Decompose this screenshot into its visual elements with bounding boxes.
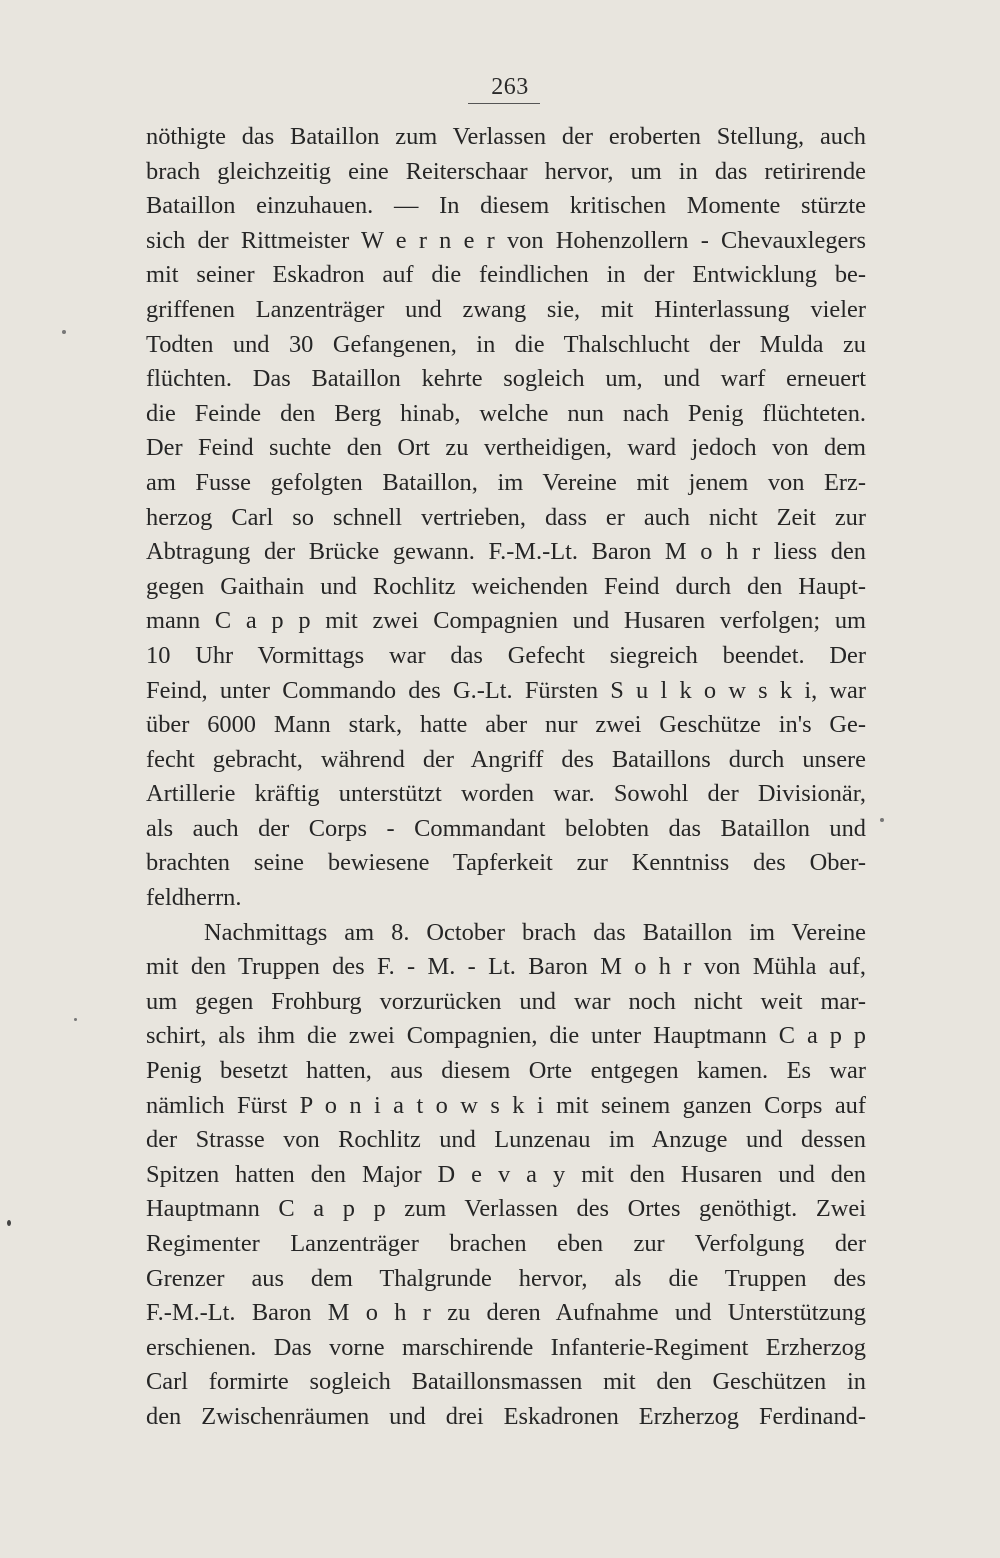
text-line: Carl formirte sogleich Bataillonsmassen mit den Geschützen in <box>146 1368 866 1396</box>
text-line: Der Feind suchte den Ort zu vertheidigen, ward jedoch von dem <box>146 434 866 462</box>
text-line: fecht gebracht, während der Angriff des Bataillons durch unsere <box>146 745 866 773</box>
text-line: flüchten. Das Bataillon kehrte sogleich um, und warf erneuert <box>146 365 866 393</box>
text-line: brachten seine bewiesene Tapferkeit zur Kenntniss des Ober- <box>146 849 866 877</box>
paragraph-1 <box>146 120 866 916</box>
text-line: mit den Truppen des F. - M. - Lt. Baron M o h r von Mühla auf, <box>146 953 866 981</box>
text-line: herzog Carl so schnell vertrieben, dass er auch nicht Zeit zur <box>146 503 866 531</box>
text-line: als auch der Corps - Commandant belobten das Bataillon und <box>146 814 866 842</box>
scan-speck <box>880 818 884 822</box>
text-line: den Zwischenräumen und drei Eskadronen Erzherzog Ferdinand- <box>146 1402 866 1430</box>
text-line: sich der Rittmeister W e r n e r von Hohenzollern - Chevauxlegers <box>146 226 866 254</box>
text-line: nämlich Fürst P o n i a t o w s k i mit seinem ganzen Corps auf <box>146 1091 866 1119</box>
text-line: erschienen. Das vorne marschirende Infanterie-Regiment Erzherzog <box>146 1333 866 1361</box>
text-line: F.-M.-Lt. Baron M o h r zu deren Aufnahme und Unterstützung <box>146 1299 866 1327</box>
scan-speck <box>74 1018 77 1021</box>
text-line: brach gleichzeitig eine Reiterschaar hervor, um in das retirirende <box>146 157 866 185</box>
text-line: die Feinde den Berg hinab, welche nun nach Penig flüchteten. <box>146 399 866 427</box>
text-line: schirt, als ihm die zwei Compagnien, die unter Hauptmann C a p p <box>146 1022 866 1050</box>
text-line: Nachmittags am 8. October brach das Bataillon im Vereine <box>204 918 866 946</box>
text-line: gegen Gaithain und Rochlitz weichenden Feind durch den Haupt- <box>146 572 866 600</box>
text-line: am Fusse gefolgten Bataillon, im Vereine mit jenem von Erz- <box>146 468 866 496</box>
text-line: der Strasse von Rochlitz und Lunzenau im Anzuge und dessen <box>146 1126 866 1154</box>
text-line: um gegen Frohburg vorzurücken und war noch nicht weit mar- <box>146 987 866 1015</box>
paragraph-2 <box>146 916 866 1435</box>
text-line: Hauptmann C a p p zum Verlassen des Ortes genöthigt. Zwei <box>146 1195 866 1223</box>
text-line: mit seiner Eskadron auf die feindlichen in der Entwicklung be- <box>146 261 866 289</box>
text-line: Artillerie kräftig unterstützt worden war. Sowohl der Divisionär, <box>146 780 866 808</box>
scan-speck <box>7 1220 11 1226</box>
text-line: Grenzer aus dem Thalgrunde hervor, als die Truppen des <box>146 1264 866 1292</box>
text-line: Feind, unter Commando des G.-Lt. Fürsten S u l k o w s k i, war <box>146 676 866 704</box>
text-line: nöthigte das Bataillon zum Verlassen der eroberten Stellung, auch <box>146 123 866 150</box>
page-number: 263 <box>491 74 529 100</box>
text-line: Regimenter Lanzenträger brachen eben zur Verfolgung der <box>146 1230 866 1257</box>
text-line: mann C a p p mit zwei Compagnien und Husaren verfolgen; um <box>146 607 866 635</box>
text-line: Todten und 30 Gefangenen, in die Thalschlucht der Mulda zu <box>146 330 866 358</box>
text-line: feldherrn. <box>146 884 242 912</box>
text-line: über 6000 Mann stark, hatte aber nur zwei Geschütze in's Ge- <box>146 711 866 739</box>
body-text <box>146 120 866 1435</box>
text-line: 10 Uhr Vormittags war das Gefecht siegreich beendet. Der <box>146 641 866 669</box>
text-line: Bataillon einzuhauen. — In diesem kritischen Momente stürzte <box>146 192 866 220</box>
text-line: Abtragung der Brücke gewann. F.-M.-Lt. Baron M o h r liess den <box>146 538 866 566</box>
text-line: griffenen Lanzenträger und zwang sie, mit Hinterlassung vieler <box>146 295 866 323</box>
text-line: Penig besetzt hatten, aus diesem Orte entgegen kamen. Es war <box>146 1057 866 1085</box>
text-line: Spitzen hatten den Major D e v a y mit den Husaren und den <box>146 1160 866 1188</box>
page-number-rule <box>468 103 540 104</box>
scan-speck <box>62 330 66 334</box>
